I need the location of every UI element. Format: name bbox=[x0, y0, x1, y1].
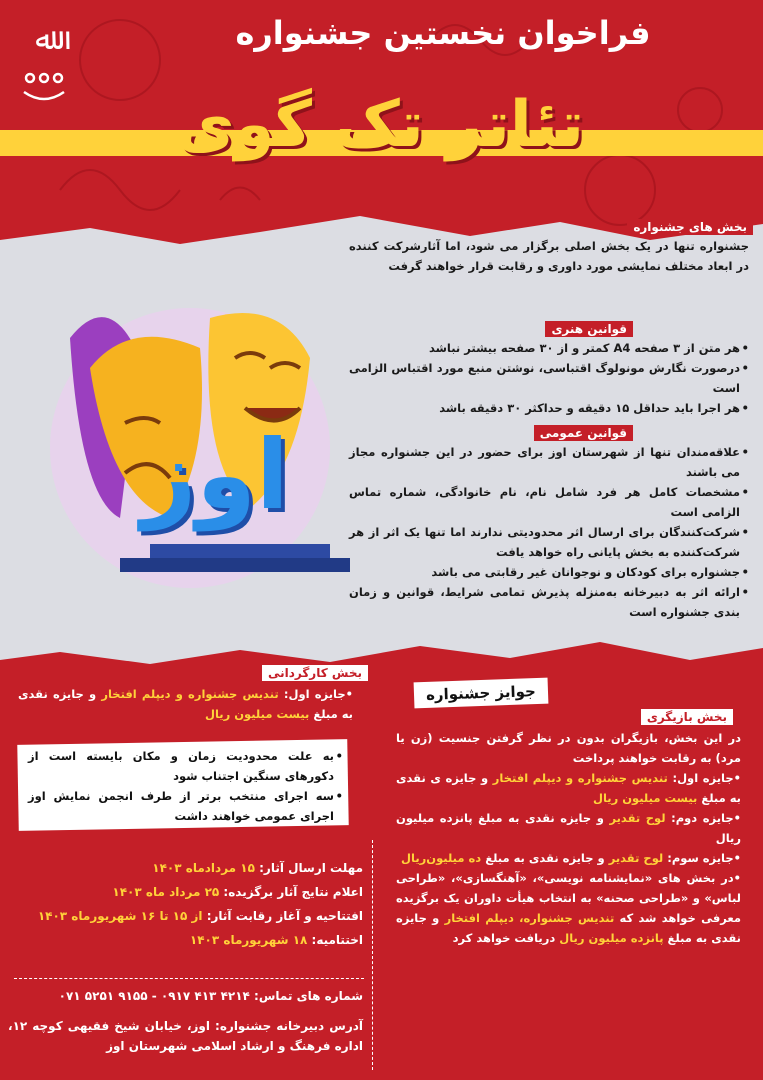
submit-label: مهلت ارسال آثار: bbox=[254, 861, 363, 875]
third-prize-mid: و جایزه نقدی به مبلغ bbox=[481, 851, 609, 865]
second-prize-highlight: لوح تقدیر bbox=[609, 811, 666, 825]
third-prize: •جایزه سوم: لوح تقدیر و جایزه نقدی به مبلغ ده میلیون‌ریال bbox=[401, 851, 741, 865]
sections-label-text: بخش های جشنواره bbox=[627, 219, 753, 235]
opening-label: افتتاحیه و آغاز رقابت آثار: bbox=[202, 909, 363, 923]
general-rules-list bbox=[349, 442, 749, 622]
header-subtitle: فراخوان نخستین جشنواره bbox=[235, 14, 651, 52]
first-prize-highlight: تندیس جشنواره و دیپلم افتخار bbox=[492, 771, 668, 785]
acting-label-text: بخش بازیگری bbox=[641, 709, 733, 725]
opening-value: از ۱۵ تا ۱۶ شهریورماه ۱۴۰۳ bbox=[37, 909, 203, 923]
direction-prize-amount: بیست میلیون ریال bbox=[204, 707, 310, 721]
list-item: • به علت محدودیت زمان و مکان بایسته است از دکورهای سنگین اجتناب شود bbox=[28, 746, 343, 786]
closing-value: ۱۸ شهریورماه ۱۴۰۳ bbox=[189, 933, 308, 947]
other-prizes-mid: و جایزه نقدی به مبلغ bbox=[396, 911, 741, 945]
contact-address: آدرس دبیرخانه جشنواره: اوز، خیابان شیخ فقیهی کوچه ۱۲، اداره فرهنگ و ارشاد اسلامی شهرستان اوز bbox=[8, 1019, 363, 1053]
other-prizes-text: در بخش های «نمایشنامه نویسی»، «آهنگسازی»، «طراحی لباس» و «طراحی صحنه» به انتخاب هیأت داوران یک برگزیده معرفی خواهد شد که bbox=[396, 871, 741, 925]
contact-phones: شماره های تماس: ۴۲۱۴ ۴۱۳ ۰۹۱۷ - ۹۱۵۵ ۵۲۵۱ ۰۷۱ bbox=[58, 989, 363, 1003]
list-item: • سه اجرای منتخب برتر از طرف انجمن نمایش اوز اجرای عمومی خواهند داشت bbox=[28, 786, 343, 826]
dates-block bbox=[13, 856, 363, 952]
other-prizes-amount: پانزده میلیون ریال bbox=[559, 931, 664, 945]
third-prize-highlight: لوح تقدیر bbox=[608, 851, 664, 865]
direction-label bbox=[262, 662, 368, 681]
general-rules-label bbox=[534, 422, 633, 441]
list-item: • مشخصات کامل هر فرد شامل نام، نام خانوادگی، شماره تماس الزامی است bbox=[349, 482, 749, 522]
first-prize-mid: و جایزه ی نقدی به مبلغ bbox=[396, 771, 741, 805]
direction-label-text: بخش کارگردانی bbox=[262, 665, 368, 681]
direction-prize-highlight: تندیس جشنواره و دیپلم افتخار bbox=[101, 687, 279, 701]
first-prize: •جایزه اول: تندیس جشنواره و دیپلم افتخار و جایزه ی نقدی به مبلغ بیست میلیون ریال bbox=[396, 771, 741, 805]
sections-label bbox=[627, 216, 753, 235]
results-value: ۲۵ مرداد ماه ۱۴۰۳ bbox=[112, 885, 220, 899]
art-rules-list bbox=[349, 338, 749, 418]
other-prizes-end: دریافت خواهد کرد bbox=[452, 931, 560, 945]
art-rules-label bbox=[545, 318, 633, 337]
acting-intro: در این بخش، بازیگران بدون در نظر گرفتن جنسیت (زن یا مرد) به رقابت خواهند پرداخت bbox=[396, 731, 741, 765]
closing-date bbox=[13, 928, 363, 952]
main-title: تئاتر تک گوی bbox=[175, 88, 585, 162]
other-prizes-highlight: تندیس جشنواره، دیپلم افتخار bbox=[444, 911, 615, 925]
art-rules-label-text: قوانین هنری bbox=[545, 321, 633, 337]
results-label: اعلام نتایج آثار برگزیده: bbox=[219, 885, 363, 899]
acting-prizes bbox=[396, 728, 741, 948]
other-prizes: •در بخش های «نمایشنامه نویسی»، «آهنگسازی»، «طراحی لباس» و «طراحی صحنه» به انتخاب هیأت داوران یک برگزیده معرفی خواهد شد که تندیس جشنواره، دیپلم افتخار و جایزه نقدی به مبلغ پانزده میلیون ریال دریافت خواهد کرد bbox=[396, 871, 741, 945]
list-item: • هر اجرا باید حداقل ۱۵ دقیقه و حداکثر ۳۰ دقیقه باشد bbox=[349, 398, 749, 418]
list-item: • علاقه‌مندان تنها از شهرستان اوز برای حضور در این جشنواره مجاز می باشند bbox=[349, 442, 749, 482]
direction-prize-mid: و جایزه نقدی به مبلغ bbox=[18, 687, 353, 721]
submit-value: ۱۵ مردادماه ۱۴۰۳ bbox=[152, 861, 255, 875]
list-item: • شرکت‌کنندگان برای ارسال اثر محدودیتی ندارند اما تنها یک اثر از هر شرکت‌کننده به بخش پایانی راه خواهد یافت bbox=[349, 522, 749, 562]
sections-text: جشنواره تنها در یک بخش اصلی برگزار می شود، اما آثارشرکت کننده در ابعاد مختلف نمایشی مورد داوری و رقابت قرار خواهند گرفت bbox=[349, 239, 749, 273]
first-prize-amount: بیست میلیون ریال bbox=[592, 791, 698, 805]
divider bbox=[14, 978, 364, 979]
prizes-title: جوایز جشنواره bbox=[414, 678, 549, 709]
acting-label bbox=[641, 706, 733, 725]
results-date bbox=[13, 880, 363, 904]
direction-prize-prefix: جایزه اول: bbox=[278, 687, 346, 701]
closing-label: اختتامیه: bbox=[307, 933, 363, 947]
third-prize-amount: ده میلیون‌ریال bbox=[401, 851, 482, 865]
list-item: • هر متن از ۳ صفحه A4 کمتر و از ۳۰ صفحه بیشتر نباشد bbox=[349, 338, 749, 358]
second-prize-prefix: جایزه دوم: bbox=[665, 811, 734, 825]
opening-date bbox=[13, 904, 363, 928]
third-prize-prefix: جایزه سوم: bbox=[663, 851, 734, 865]
second-prize: •جایزه دوم: لوح تقدیر و جایزه نقدی به مبلغ پانزده میلیون ریال bbox=[396, 811, 741, 845]
first-prize-prefix: جایزه اول: bbox=[667, 771, 734, 785]
list-item: • ارائه اثر به دبیرخانه به‌منزله پذیرش تمامی شرایط، قوانین و زمان بندی جشنواره است bbox=[349, 582, 749, 622]
column-divider bbox=[372, 840, 373, 1070]
notes-list bbox=[28, 746, 343, 826]
emblem-logo-icon: ﷲ bbox=[35, 22, 53, 57]
general-rules-label-text: قوانین عمومی bbox=[534, 425, 633, 441]
submit-deadline bbox=[13, 856, 363, 880]
second-prize-rest: و جایزه نقدی به مبلغ پانزده میلیون ریال bbox=[396, 811, 741, 845]
direction-prize: •جایزه اول: تندیس جشنواره و دیپلم افتخار و جایزه نقدی به مبلغ بیست میلیون ریال bbox=[18, 687, 353, 721]
list-item: • درصورت نگارش مونولوگ اقتباسی، نوشتن منبع مورد اقتباس الزامی است bbox=[349, 358, 749, 398]
list-item: • جشنواره برای کودکان و نوجوانان غیر رقابتی می باشد bbox=[349, 562, 749, 582]
city-logo: اوز bbox=[141, 419, 289, 531]
